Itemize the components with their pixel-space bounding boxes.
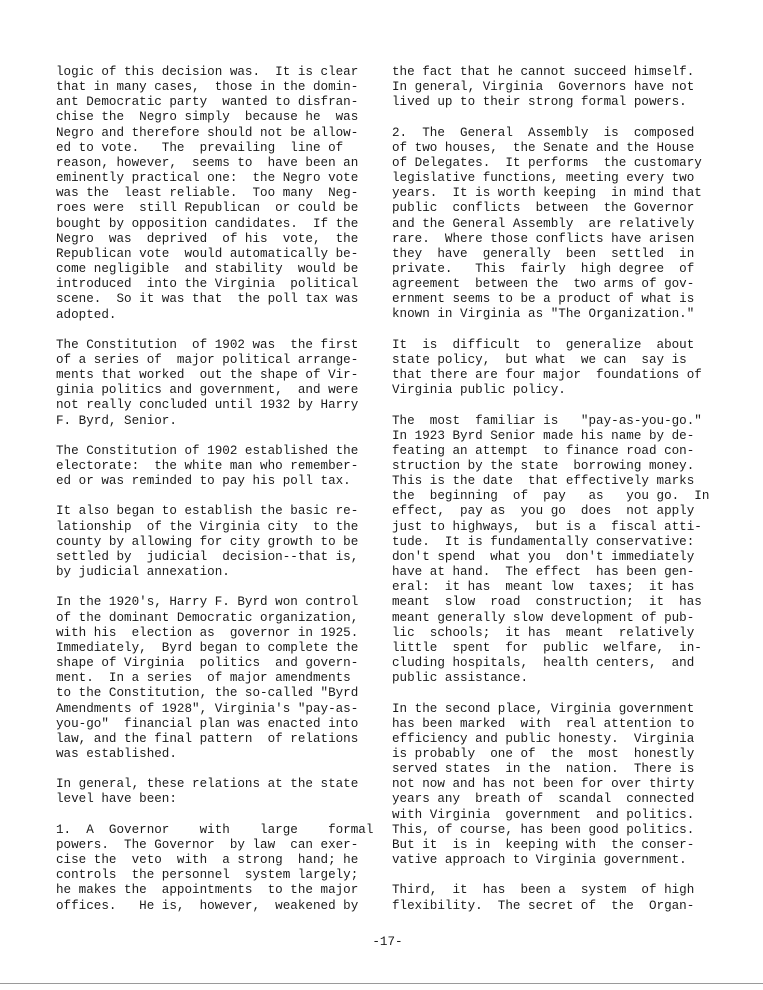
paragraph-city-county: It also began to establish the basic re- lationship of the Virginia city to the county by allowing for city growth to be settled by judicial decision--that is, by judicial annexation. (56, 504, 359, 580)
paragraph-state-policy: It is difficult to generalize about state policy, but what we can say is that there are four major foundations of Virginia public policy. (392, 337, 702, 398)
paragraph-byrd-1920s: In the 1920's, Harry F. Byrd won control of the dominant Democratic organization, with his election as governor in 1925. Immediately, Byrd began to complete the shape of Virginia politics and govern- ment. In a series of major amendments to the Constitution, the so-called "Byrd Amendments of 1928", Virginia's "pay-as- you-go" financial plan was enacted into law, and the final pattern of relations was established. (56, 595, 359, 761)
paragraph-state-relations: In general, these relations at the state level have been: (56, 777, 359, 807)
page-number: -17- (372, 935, 403, 949)
paragraph-constitution-1902: The Constitution of 1902 was the first of a series of major political arrange- ments that worked out the shape of Vir- ginia politics and government, and were not really concluded until 1932 by Harry F. Byrd, Senior. (56, 337, 359, 428)
paragraph-efficiency-honesty: In the second place, Virginia government has been marked with real attention to efficiency and public honesty. Virginia is probably one of the most honestly served states in the nation. There is not now and has not been for over thirty years any breath of scandal connected with Virginia government and politics. This, of course, has been good politics. But it is in keeping with the conser- vative approach to Virginia government. (392, 701, 695, 868)
footer-divider (0, 983, 763, 984)
left-text-column (56, 65, 374, 929)
paragraph-flexibility: Third, it has been a system of high flexibility. The secret of the Organ- (392, 883, 695, 913)
paragraph-electorate: The Constitution of 1902 established the electorate: the white man who remember- ed or was reminded to pay his poll tax. (56, 443, 359, 489)
paragraph-poll-tax-logic: logic of this decision was. It is clear that in many cases, those in the domin- ant Democratic party wanted to disfran- chise the Negro simply because he was Negro and therefore should not be allow- ed to vote. The prevailing line of reason, however, seems to have been an eminently practical one: the Negro vote was the least reliable. Too many Neg- roes were still Republican or could be bought by opposition candidates. If the Negro was deprived of his vote, the Republican vote would automatically be- come negligible and stability would be introduced into the Virginia political scene. So it was that the poll tax was adopted. (56, 65, 359, 322)
right-text-column (392, 65, 710, 929)
paragraph-general-assembly: 2. The General Assembly is composed of two houses, the Senate and the House of Delegates. It performs the customary legislative functions, meeting every two years. It is worth keeping in mind that public conflicts between the Governor and the General Assembly are relatively rare. Where those conflicts have arisen they have generally been settled in private. This fairly high degree of agreement between the two arms of gov- ernment seems to be a product of what is known in Virginia as "The Organization." (392, 125, 702, 322)
paragraph-pay-as-you-go: The most familiar is "pay-as-you-go." In 1923 Byrd Senior made his name by de- feating an attempt to finance road con- struction by the state borrowing money. This is the date that effectively marks the beginning of pay as you go. In effect, pay as you go does not apply just to highways, but is a fiscal atti- tude. It is fundamentally conservative: don't spend what you don't immediately have at hand. The effect has been gen- eral: it has meant low taxes; it has meant slow road construction; it has meant generally slow development of pub- lic schools; it has meant relatively little spent for public welfare, in- cluding hospitals, health centers, and public assistance. (392, 413, 710, 686)
paragraph-governor-powers: 1. A Governor with large formal powers. The Governor by law can exer- cise the veto with a strong hand; he controls the personnel system largely; he makes the appointments to the major offices. He is, however, weakened by (56, 822, 374, 913)
paragraph-governor-continued: the fact that he cannot succeed himself. In general, Virginia Governors have not lived up to their strong formal powers. (392, 65, 695, 110)
